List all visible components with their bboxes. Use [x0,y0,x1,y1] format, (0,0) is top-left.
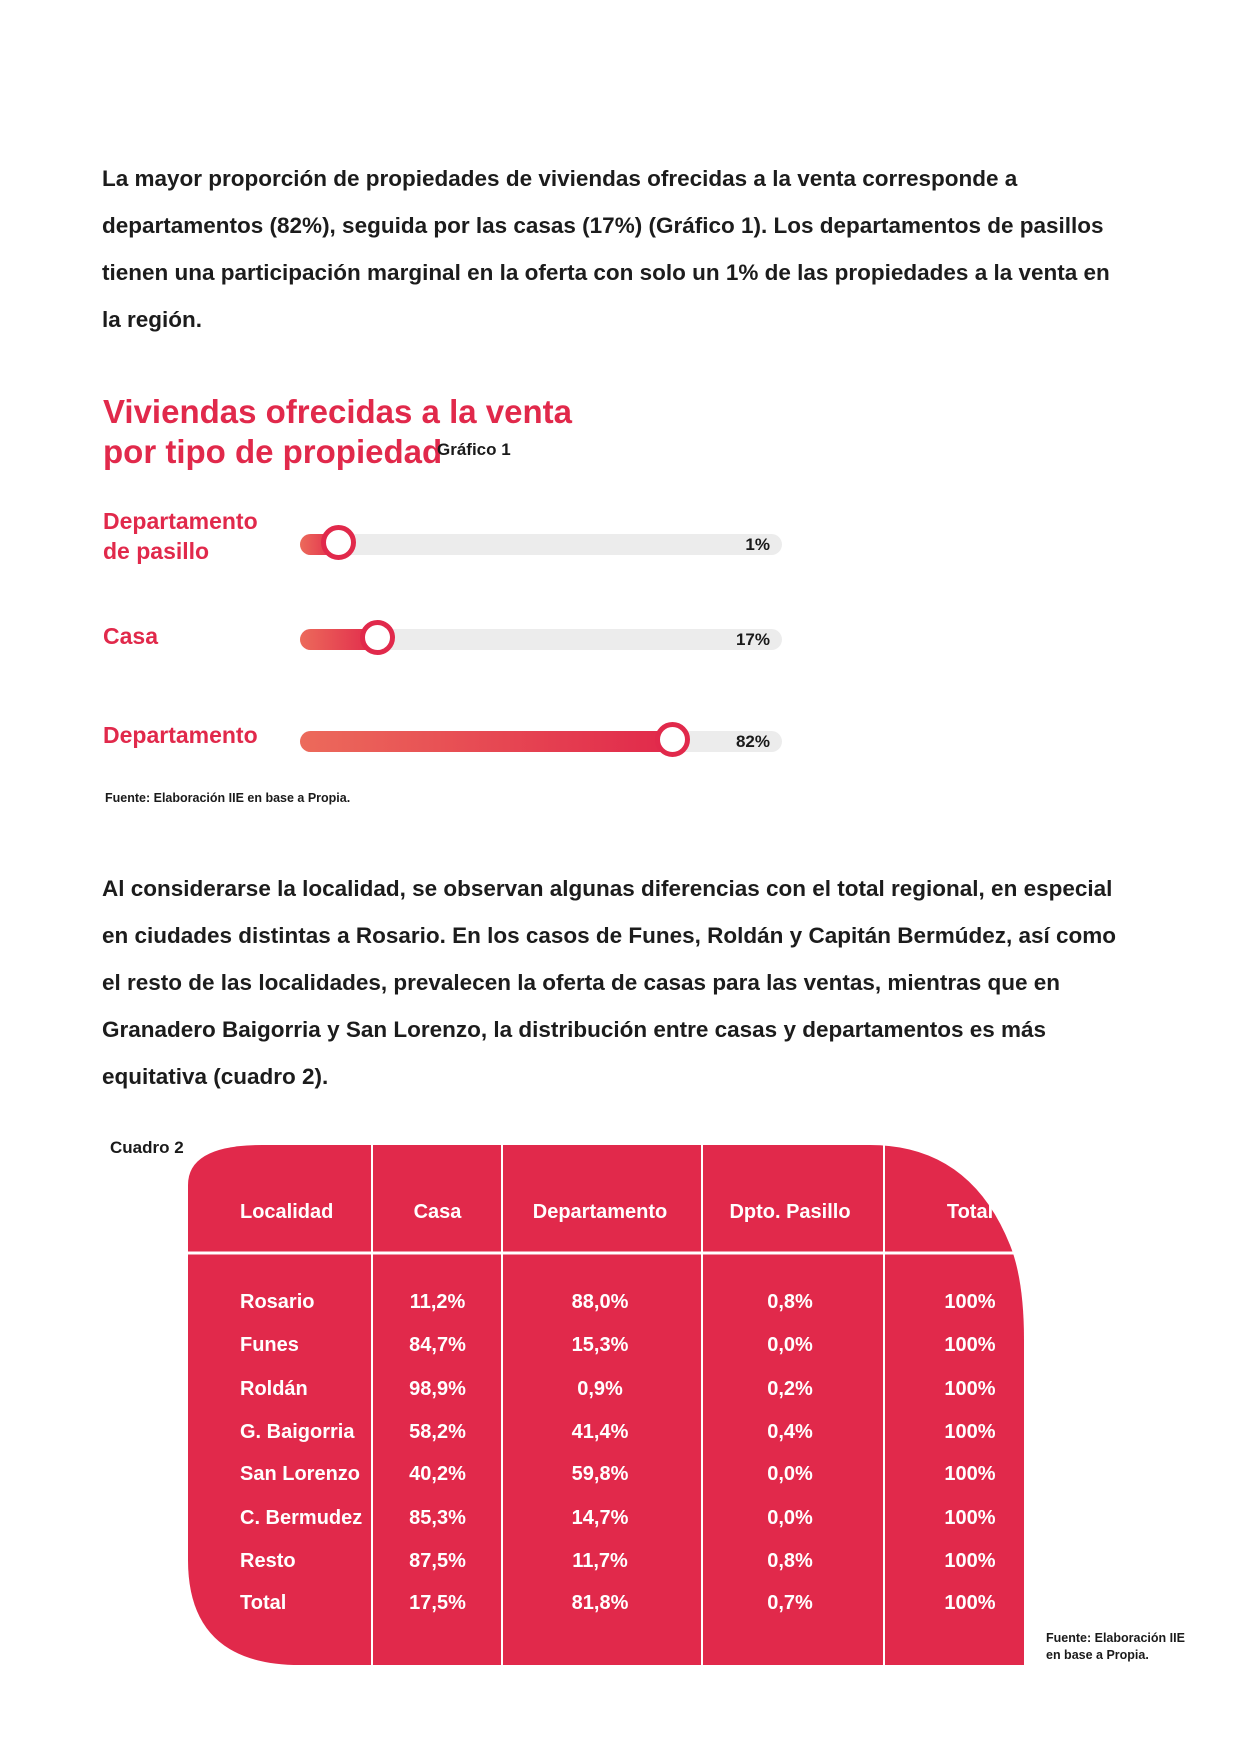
table-cell: 58,2% [409,1421,466,1443]
table-cell: 0,0% [767,1507,813,1529]
row-label: Total [240,1592,287,1614]
bar-value-label: 1% [745,535,770,554]
table-reference: Cuadro 2 [110,1138,184,1157]
table-cell: 100% [944,1463,996,1485]
table-cell: 100% [944,1378,996,1400]
table-cell: 15,3% [571,1334,629,1356]
table-cell: 0,0% [767,1334,813,1356]
table-cell: 98,9% [409,1378,466,1400]
table-cell: 0,8% [767,1550,813,1572]
table-cell: 11,2% [409,1291,466,1313]
table-cell: 100% [944,1507,996,1529]
table-cell: 100% [944,1592,996,1614]
table-cell: 0,8% [767,1291,813,1313]
chart-title-line1: Viviendas ofrecidas a la venta [103,393,572,430]
table-cell: 85,3% [409,1507,466,1529]
chart-source: Fuente: Elaboración IIE en base a Propia. [105,791,351,805]
column-header: Total [946,1201,994,1223]
table-cell: 100% [944,1421,996,1443]
row-label: C. Bermudez [240,1507,363,1529]
table-cell: 81,8% [571,1592,629,1614]
chart-title-line2: por tipo de propiedad [103,433,443,470]
table-cell: 88,0% [571,1291,629,1313]
column-header: Dpto. Pasillo [729,1201,851,1223]
table-cell: 100% [944,1291,996,1313]
row-label: Roldán [240,1378,308,1400]
chart-reference: Gráfico 1 [437,440,511,459]
table-source-line2: en base a Propia. [1046,1648,1149,1662]
table-cell: 0,0% [767,1463,813,1485]
second-paragraph: Al considerarse la localidad, se observan algunas diferencias con el total regional, en especial en ciudades distintas a Rosario. En los casos de Funes, Roldán y Capitán Bermúdez, así como el resto de las localidades, prevalecen la oferta de casas para las ventas, mientras que en Granadero Baigorria y San Lorenzo, la distribución entre casas y departamentos es más equitativa (cuadro 2). [102,876,1117,1089]
row-label: G. Baigorria [240,1421,355,1443]
table-cell: 100% [944,1550,996,1572]
table-cell: 0,4% [767,1421,813,1443]
column-header: Casa [413,1201,462,1223]
bar-value-label: 82% [735,732,770,751]
table-cell: 17,5% [409,1592,466,1614]
column-header: Localidad [240,1201,334,1223]
table-cell: 0,2% [767,1378,813,1400]
table-source-line1: Fuente: Elaboración IIE [1046,1631,1185,1645]
bar-label: Departamento de pasillo [103,508,258,564]
bar-label: Casa [103,623,158,649]
table-cell: 11,7% [572,1550,628,1572]
row-label: San Lorenzo [240,1463,361,1485]
table-source [1046,1630,1185,1664]
table-cell: 0,7% [767,1592,813,1614]
table-cell: 14,7% [571,1507,629,1529]
column-header: Departamento [532,1201,668,1223]
table-cell: 40,2% [409,1463,466,1485]
table-cell: 0,9% [577,1378,623,1400]
bar-value-label: 17% [735,630,770,649]
intro-paragraph: La mayor proporción de propiedades de viviendas ofrecidas a la venta corresponde a departamentos (82%), seguida por las casas (17%) (Gráfico 1). Los departamentos de pasillos tienen una participación marginal en la oferta con solo un 1% de las propiedades a la venta en la región. [102,166,1110,332]
row-label: Rosario [240,1291,315,1313]
row-label: Funes [240,1334,299,1356]
table-cell: 84,7% [409,1334,466,1356]
bar-label: Departamento [103,722,258,748]
table-cell: 59,8% [571,1463,629,1485]
table-cell: 41,4% [571,1421,629,1443]
row-label: Resto [240,1550,296,1572]
table-cell: 100% [944,1334,996,1356]
table-cell: 87,5% [409,1550,466,1572]
